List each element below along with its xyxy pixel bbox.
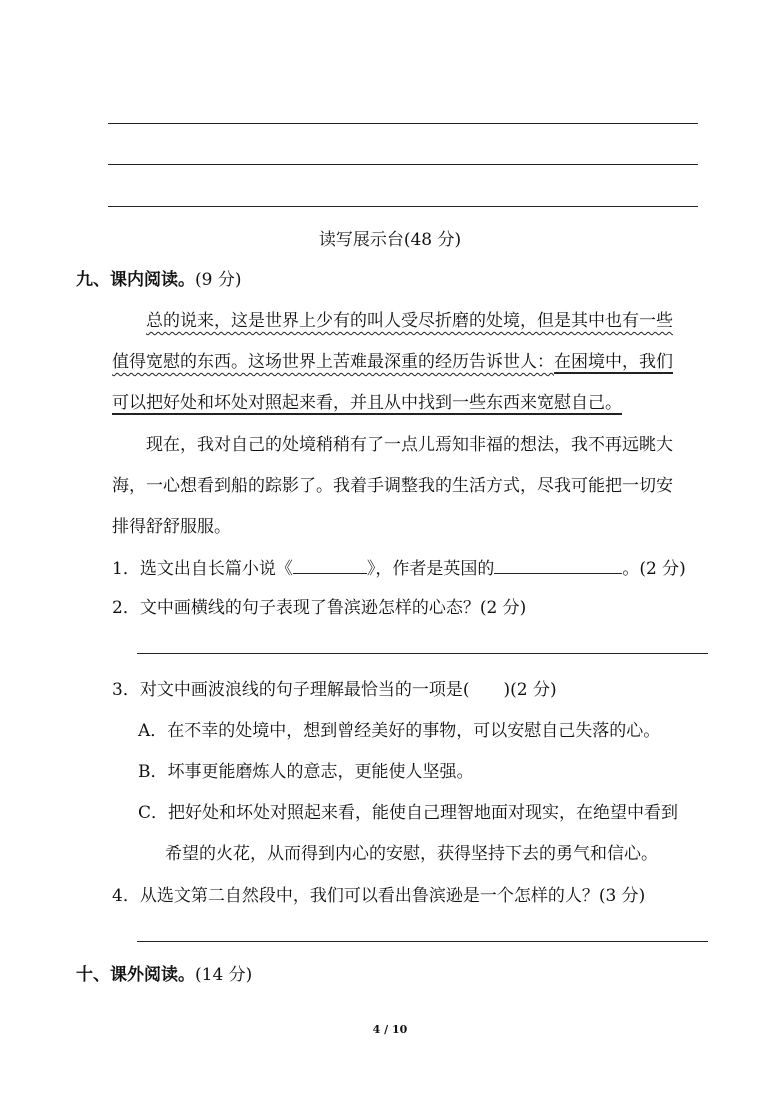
passage-line [112, 391, 622, 415]
passage-line: 现在，我对自己的处境稍稍有了一点儿焉知非福的想法，我不再远眺大 [146, 435, 673, 455]
book-title-blank[interactable] [293, 555, 367, 574]
option-b-text: 坏事更能磨炼人的意志，更能使人坚强。 [167, 762, 474, 782]
q10-score: (14 分) [195, 965, 253, 985]
question-3 [112, 678, 557, 702]
passage-line: 海，一心想看到船的踪影了。我着手调整我的生活方式，尽我可能把一切安 [112, 476, 673, 496]
author-blank[interactable] [494, 555, 622, 574]
passage-line: 排得舒舒服服。 [112, 517, 231, 537]
question-2-text: 文中画横线的句子表现了鲁滨逊怎样的心态？(2 分) [139, 598, 527, 618]
option-b[interactable] [138, 760, 474, 784]
section-title: 读写展示台(48 分) [318, 230, 462, 250]
option-c[interactable] [138, 801, 678, 825]
question-2-answer-line[interactable] [137, 653, 708, 654]
q10-heading-label: 十、课外阅读。 [76, 965, 195, 985]
question-4 [112, 884, 645, 908]
option-a-label: A． [138, 721, 168, 741]
answer-line-2[interactable] [108, 164, 698, 165]
question-3-number: 3． [112, 680, 140, 700]
answer-line-3[interactable] [108, 206, 698, 207]
q9-heading-label: 九、课内阅读。 [76, 270, 195, 290]
question-1-text-a: 选文出自长篇小说《 [139, 559, 293, 579]
option-c-label: C． [138, 803, 169, 823]
question-1-text-b: 》，作者是英国的 [366, 559, 495, 579]
passage-line [146, 309, 673, 333]
option-a[interactable] [138, 719, 660, 743]
passage-line [112, 350, 673, 374]
q10-heading [76, 963, 252, 987]
question-1 [112, 555, 686, 581]
option-c-continued: 希望的火花，从而得到内心的安慰，获得坚持下去的勇气和信心。 [165, 844, 658, 864]
answer-line-1[interactable] [108, 123, 698, 124]
question-1-number: 1． [112, 559, 140, 579]
question-4-text: 从选文第二自然段中，我们可以看出鲁滨逊是一个怎样的人？(3 分) [139, 886, 646, 906]
wavy-sentence-part2: 值得宽慰的东西。这场世界上苦难最深重的经历告诉世人： [112, 352, 554, 372]
underlined-sentence-part2: 可以把好处和坏处对照起来看，并且从中找到一些东西来宽慰自己。 [112, 393, 622, 413]
question-4-number: 4． [112, 886, 140, 906]
question-3-text: 对文中画波浪线的句子理解最恰当的一项是( )(2 分) [139, 680, 557, 700]
q9-score: (9 分) [195, 270, 242, 290]
question-4-answer-line[interactable] [137, 941, 708, 942]
option-c-text: 把好处和坏处对照起来看，能使自己理智地面对现实，在绝望中看到 [168, 803, 679, 823]
question-2-number: 2． [112, 598, 140, 618]
page-number: 4 / 10 [372, 1023, 408, 1036]
option-a-text: 在不幸的处境中，想到曾经美好的事物，可以安慰自己失落的心。 [167, 721, 661, 741]
q9-heading [76, 268, 241, 292]
wavy-sentence-part1: 总的说来，这是世界上少有的叫人受尽折磨的处境，但是其中也有一些 [146, 311, 673, 331]
option-b-label: B． [138, 762, 168, 782]
question-1-text-c: 。(2 分) [622, 559, 686, 579]
question-2 [112, 596, 526, 620]
underlined-sentence-part1: 在困境中，我们 [554, 352, 673, 372]
